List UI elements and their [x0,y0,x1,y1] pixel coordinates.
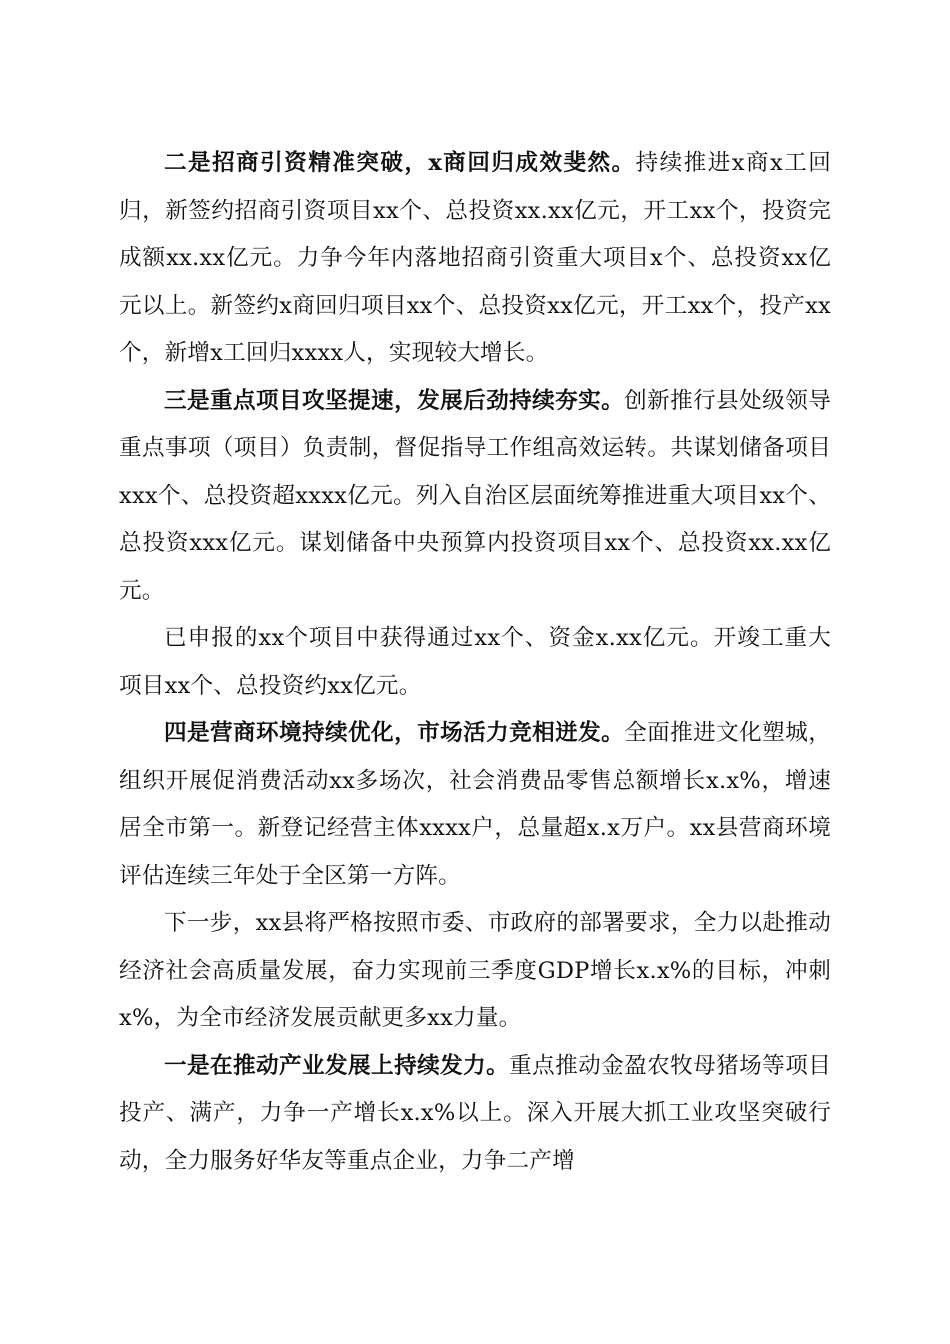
paragraph-key-projects [119,378,831,616]
paragraph-next-steps [119,900,831,1043]
paragraph-text: 创新推行县处级领导重点事项（项目）负责制，督促指导工作组高效运转。共谋划储备项目xxx个、总投资超xxxx亿元。列入自治区层面统筹推进重大项目xx个、总投资xxx亿元。谋划储备中央预算内投资项目xx个、总投资xx.xx亿元。 [119,387,831,604]
paragraph-text: 全面推进文化塑城，组织开展促消费活动xx多场次，社会消费品零售总额增长x.x%，增速居全市第一。新登记经营主体xxxx户，总量超x.x万户。xx县营商环境评估连续三年处于全区第一方阵。 [119,720,831,889]
paragraph-lead: 二是招商引资精准突破，x商回归成效斐然。 [164,150,636,176]
paragraph-lead: 四是营商环境持续优化，市场活力竞相迸发。 [164,720,625,746]
paragraph-industry-development [119,1043,831,1186]
paragraph-text: 下一步，xx县将严格按照市委、市政府的部署要求，全力以赴推动经济社会高质量发展，奋力实现前三季度GDP增长x.x%的目标，冲刺x%，为全市经济发展贡献更多xx力量。 [119,910,831,1031]
paragraph-business-environment [119,710,831,900]
paragraph-investment-attraction [119,140,831,378]
paragraph-text: 重点推动金盈农牧母猪场等项目投产、满产，力争一产增长x.x%以上。深入开展大抓工业攻坚突破行动，全力服务好华友等重点企业，力争二产增 [119,1052,831,1174]
paragraph-lead: 一是在推动产业发展上持续发力。 [164,1052,510,1079]
paragraph-lead: 三是重点项目攻坚提速，发展后劲持续夯实。 [164,387,625,414]
paragraph-approved-projects [119,615,831,710]
paragraph-text: 持续推进x商x工回归，新签约招商引资项目xx个、总投资xx.xx亿元，开工xx个，投资完成额xx.xx亿元。力争今年内落地招商引资重大项目x个、总投资xx亿元以上。新签约x商回归项目xx个、总投资xx亿元，开工xx个，投产xx个，新增x工回归xxxx人，实现较大增长。 [119,150,831,366]
document-body [119,140,831,1185]
paragraph-text: 已申报的xx个项目中获得通过xx个、资金x.xx亿元。开竣工重大项目xx个、总投资约xx亿元。 [119,625,831,699]
